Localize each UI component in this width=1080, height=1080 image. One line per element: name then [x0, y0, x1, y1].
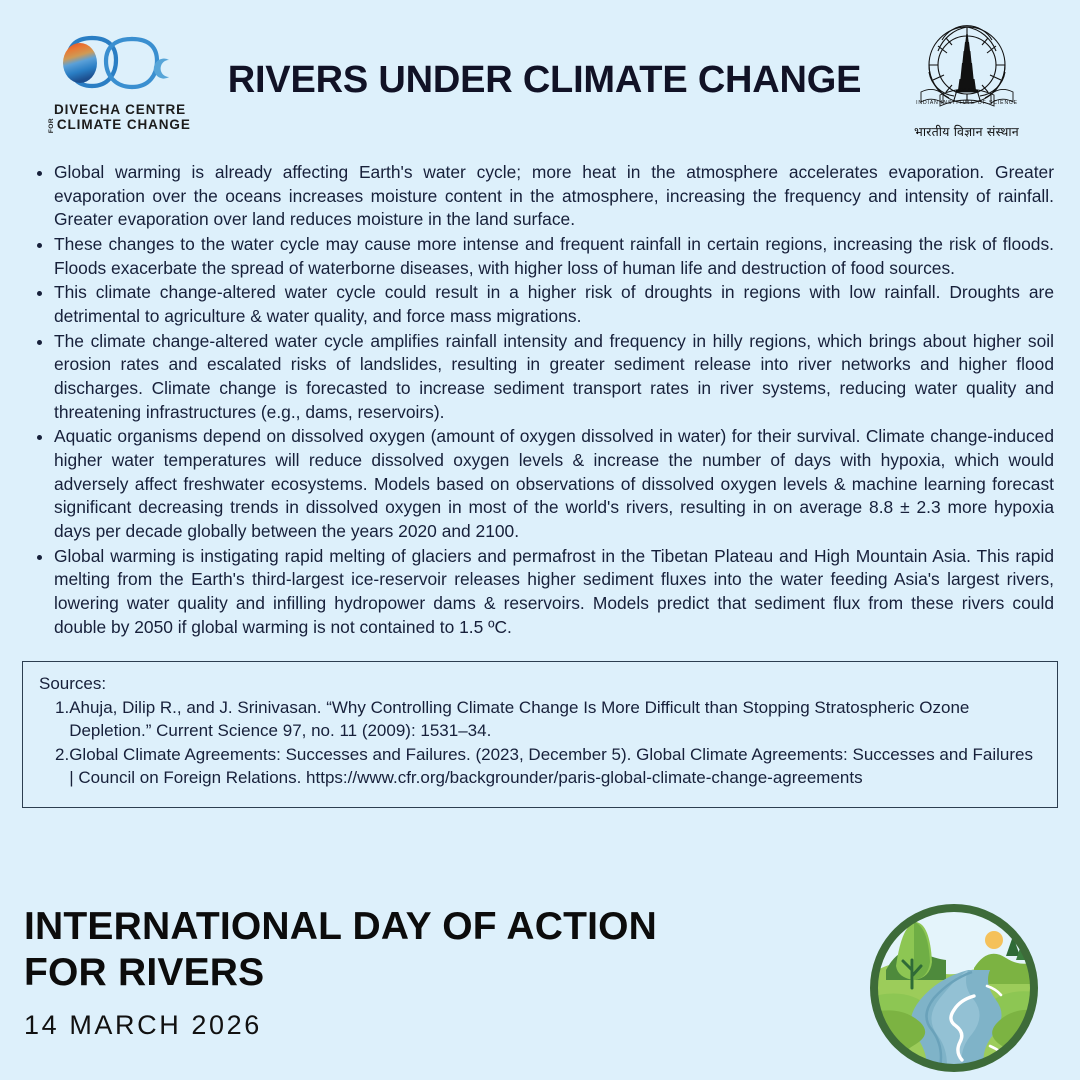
source-number: 2. [55, 745, 70, 765]
event-block [24, 900, 657, 1041]
source-citation: Global Climate Agreements: Successes and Failures. (2023, December 5). Global Climate Agreements: Successes and Failures | Council on Foreign Relations. https://www.cfr.org/backgrounder/paris-global-climate-change-agreements [69, 745, 1033, 788]
iisc-hindi-text: भारतीय विज्ञान संस्थान [914, 123, 1019, 139]
sun-icon [985, 931, 1003, 949]
poster-header [0, 0, 1080, 155]
list-item: Aquatic organisms depend on dissolved oxygen (amount of oxygen dissolved in water) for their survival. Climate change-induced higher water temperatures will reduce dissolved oxygen levels & increase the number of days with hypoxia, which would adversely affect freshwater ecosystems. Models based on observations of dissolved oxygen levels & machine learning forecast significant decreasing trends in dissolved oxygen in most of the world's rivers, resulting in on average 8.8 ± 2.3 more hypoxia days per decade globally between the years 2020 and 2100. [30, 425, 1054, 543]
event-headline-line2: FOR RIVERS [24, 951, 265, 995]
divecha-logo-line2: CLIMATE CHANGE [56, 116, 191, 132]
sources-box [22, 661, 1058, 808]
river-landscape-illustration [856, 900, 1052, 1076]
divecha-logo-for-word: FOR [48, 117, 56, 133]
list-item: Global warming is instigating rapid melting of glaciers and permafrost in the Tibetan Plateau and High Mountain Asia. This rapid melting from the Earth's third-largest ice-reservoir releases higher sediment fluxes into the water feeding Asia's largest rivers, lowering water quality and infilling hydropower dams & reservoirs. Models predict that sediment flux from these rivers could double by 2050 if global warming is not contained to 1.5 ºC. [30, 545, 1054, 640]
list-item: Global warming is already affecting Earth's water cycle; more heat in the atmosphere accelerates evaporation. Greater evaporation over the oceans increases moisture content in the atmosphere, increasing the frequency and intensity of rainfall. Greater evaporation over land reduces moisture in the land surface. [30, 161, 1054, 232]
divecha-logo-text [49, 103, 190, 132]
source-entry [39, 744, 1041, 790]
divecha-logo-line1: DIVECHA CENTRE [53, 102, 187, 118]
source-citation: Ahuja, Dilip R., and J. Srinivasan. “Why Controlling Climate Change Is More Difficult than Stopping Stratospheric Ozone Depletion.” Current Science 97, no. 11 (2009): 1531–34. [69, 698, 970, 741]
list-item: The climate change-altered water cycle amplifies rainfall intensity and frequency in hilly regions, which brings about higher soil erosion rates and escalated risks of landslides, resulting in greater sediment release into river networks and higher flood discharges. Climate change is forecasted to increase sediment transport rates in river systems, reducing water quality and threatening infrastructures (e.g., dams, reservoirs). [30, 330, 1054, 425]
event-date: 14 MARCH 2026 [24, 1010, 262, 1041]
page-title: RIVERS UNDER CLIMATE CHANGE [227, 59, 862, 101]
key-points-list [0, 155, 1080, 639]
event-headline-line1: INTERNATIONAL DAY OF ACTION [24, 905, 658, 948]
poster-footer [0, 880, 1080, 1080]
list-item: These changes to the water cycle may cause more intense and frequent rainfall in certain regions, increasing the risk of floods. Floods exacerbate the spread of waterborne diseases, with higher loss of human life and destruction of food sources. [30, 233, 1054, 280]
sources-heading: Sources: [39, 674, 107, 694]
iisc-logo-mark [911, 22, 1023, 122]
divecha-logo-mark [56, 30, 184, 96]
list-item: This climate change-altered water cycle could result in a higher risk of droughts in regions with low rainfall. Droughts are detrimental to agriculture & water quality, and force mass migrations. [30, 281, 1054, 328]
iisc-banner-text: INDIAN INSTITUTE OF SCIENCE [915, 99, 1018, 106]
source-number: 1. [55, 698, 70, 718]
iisc-logo [879, 16, 1054, 140]
divecha-centre-logo [30, 22, 210, 132]
source-entry [39, 697, 1041, 743]
